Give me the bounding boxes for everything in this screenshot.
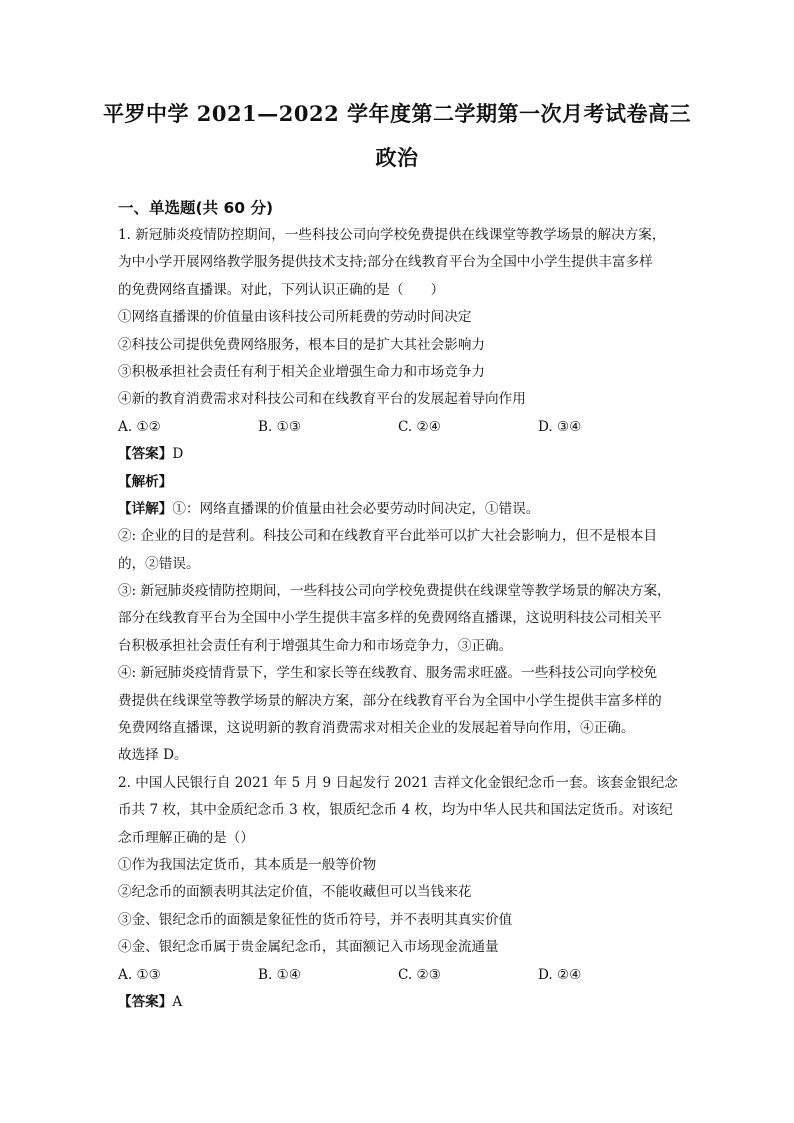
q1-detail-line: ③: 新冠肺炎疫情防控期间，一些科技公司向学校免费提供在线课堂等教学场景的解决方案， bbox=[118, 583, 671, 600]
q1-options bbox=[118, 414, 678, 441]
q1-option-a: A. ①② bbox=[118, 418, 161, 435]
q1-detail-line: 部分在线教育平台为全国中小学生提供丰富多样的免费网络直播课，这说明科技公司相关平 bbox=[118, 610, 662, 627]
analysis-tag: 【解析】 bbox=[118, 473, 173, 490]
section-heading: 一、单选题(共 60 分) bbox=[118, 199, 274, 217]
q1-stem-line: 的免费网络直播课。对此，下列认识正确的是（ ） bbox=[118, 281, 445, 298]
q2-stem-line: 2. 中国人民银行自 2021 年 5 月 9 日起发行 2021 吉祥文化金银纪念币一套。该套金银纪念 bbox=[118, 774, 678, 791]
q2-stem-line: 念币理解正确的是（） bbox=[118, 829, 254, 846]
q2-option-d: D. ②④ bbox=[538, 966, 582, 983]
q1-answer bbox=[118, 441, 678, 468]
q1-detail-line: 免费网络直播课，这说明新的教育消费需求对相关企业的发展起着导向作用，④正确。 bbox=[118, 720, 635, 737]
q1-statement: ①网络直播课的价值量由该科技公司所耗费的劳动时间决定 bbox=[118, 309, 472, 326]
q1-detail-line: 故选择 D。 bbox=[118, 747, 188, 764]
q1-statement: ④新的教育消费需求对科技公司和在线教育平台的发展起着导向作用 bbox=[118, 391, 526, 408]
q2-statement: ②纪念币的面额表明其法定价值，不能收藏但可以当钱来花 bbox=[118, 884, 472, 901]
q1-stem-line: 1. 新冠肺炎疫情防控期间，一些科技公司向学校免费提供在线课堂等教学场景的解决方案， bbox=[118, 227, 666, 243]
page-subtitle: 政治 bbox=[375, 145, 419, 170]
q2-statement: ③金、银纪念币的面额是象征性的货币符号，并不表明其真实价值 bbox=[118, 911, 513, 928]
q2-answer bbox=[118, 989, 678, 1016]
q2-option-b: B. ①④ bbox=[258, 966, 302, 983]
page-title: 平罗中学 2021—2022 学年度第二学期第一次月考试卷高三 bbox=[102, 101, 691, 126]
question-body bbox=[118, 222, 678, 1016]
q1-statement: ③积极承担社会责任有利于相关企业增强生命力和市场竞争力 bbox=[118, 363, 486, 380]
answer-value: D bbox=[172, 446, 184, 463]
answer-value: A bbox=[172, 993, 183, 1010]
q2-option-a: A. ①③ bbox=[118, 966, 161, 983]
q1-stem-line: 为中小学开展网络教学服务提供技术支持;部分在线教育平台为全国中小学生提供丰富多样 bbox=[118, 254, 653, 271]
q1-detail-line: ②: 企业的目的是营利。科技公司和在线教育平台此举可以扩大社会影响力，但不是根本目 bbox=[118, 528, 658, 545]
q2-options bbox=[118, 962, 678, 989]
q1-detail-line: ④: 新冠肺炎疫情背景下，学生和家长等在线教育、服务需求旺盛。一些科技公司向学校免 bbox=[118, 665, 658, 682]
detail-tag: 【详解】 bbox=[118, 500, 173, 517]
q1-statement: ②科技公司提供免费网络服务，根本目的是扩大其社会影响力 bbox=[118, 336, 486, 353]
answer-tag: 【答案】 bbox=[118, 446, 173, 463]
detail-text: ①：网络直播课的价值量由社会必要劳动时间决定，①错误。 bbox=[172, 500, 540, 517]
q1-detail-line: 的，②错误。 bbox=[118, 555, 200, 572]
q1-analysis bbox=[118, 469, 678, 496]
answer-tag: 【答案】 bbox=[118, 993, 173, 1010]
q1-detail-line: 费提供在线课堂等教学场景的解决方案，部分在线教育平台为全国中小学生提供丰富多样的 bbox=[118, 692, 662, 709]
q1-option-b: B. ①③ bbox=[258, 418, 302, 435]
q2-statement: ①作为我国法定货币，其本质是一般等价物 bbox=[118, 856, 377, 873]
q1-option-c: C. ②④ bbox=[398, 418, 441, 435]
q2-stem-line: 币共 7 枚，其中金质纪念币 3 枚，银质纪念币 4 枚，均为中华人民共和国法定货币。对该纪 bbox=[118, 802, 673, 819]
q2-statement: ④金、银纪念币属于贵金属纪念币，其面额记入市场现金流通量 bbox=[118, 939, 499, 956]
q1-detail-line: 台积极承担社会责任有利于增强其生命力和市场竞争力，③正确。 bbox=[118, 637, 513, 654]
q1-option-d: D. ③④ bbox=[538, 418, 582, 435]
q1-detail-line bbox=[118, 496, 678, 523]
q2-option-c: C. ②③ bbox=[398, 966, 441, 983]
